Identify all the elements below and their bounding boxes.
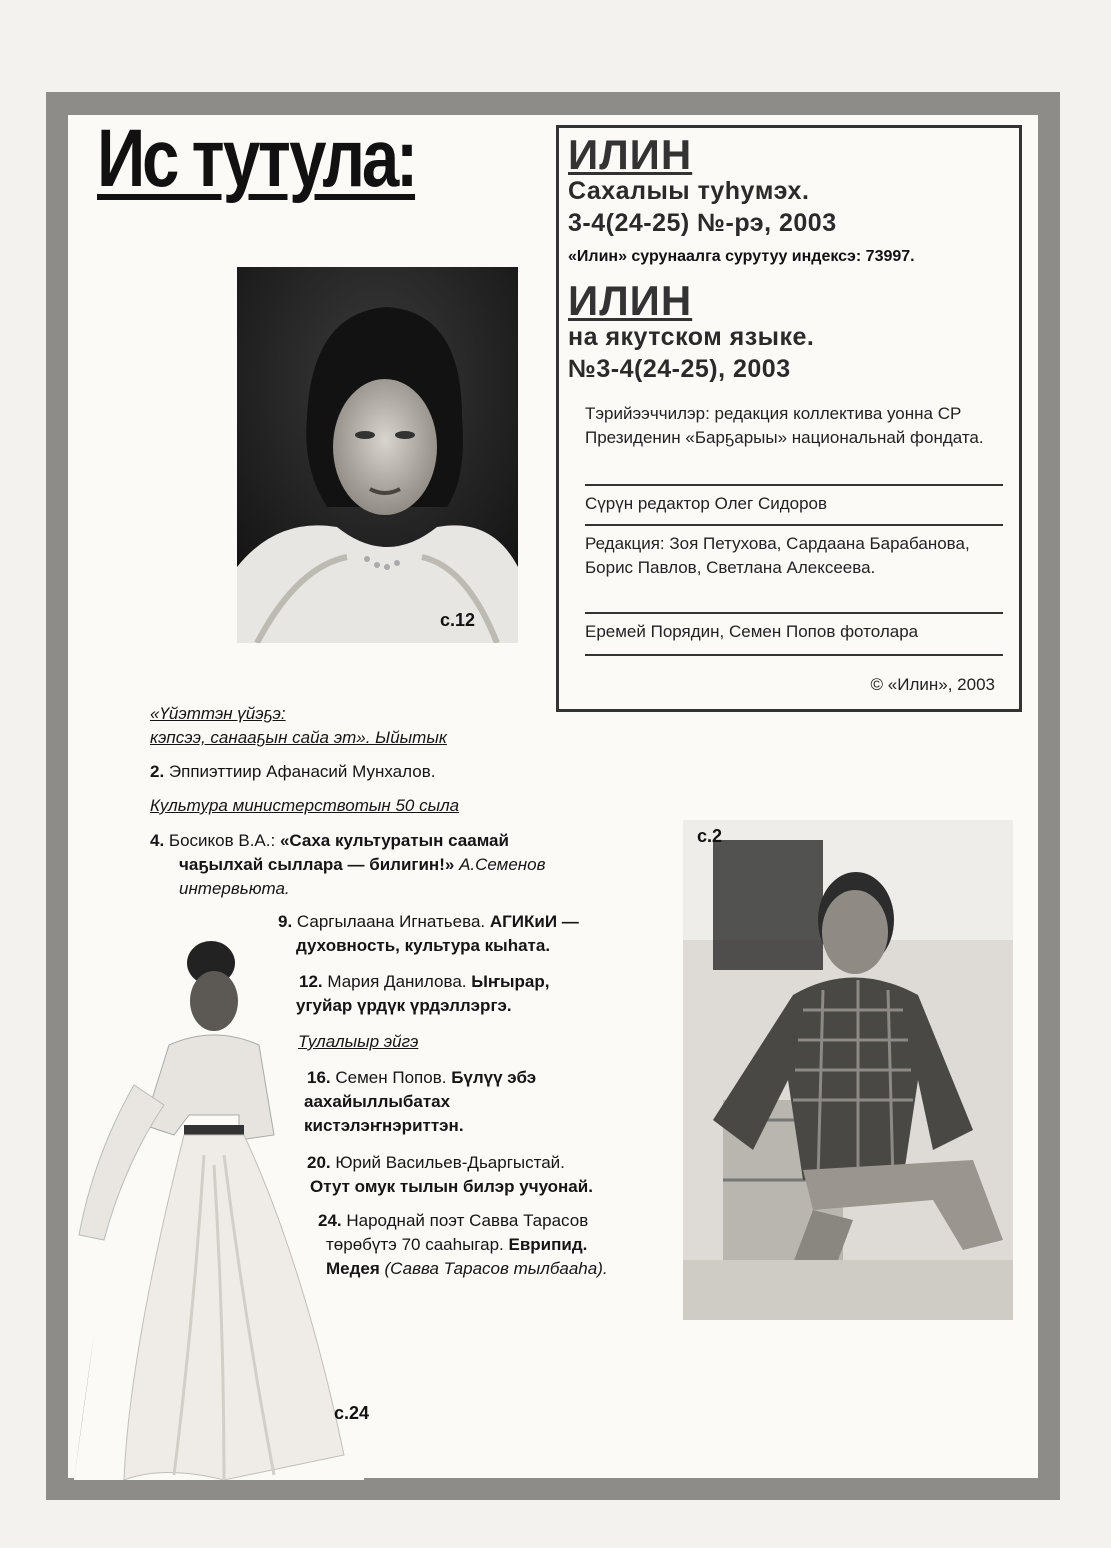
toc-entry-4-line3 (179, 877, 290, 901)
toc-section-culture-ministry: Культура министерствотын 50 сыла (150, 796, 460, 815)
toc-entry-author: Юрий Васильев-Дьаргыстай. (335, 1153, 565, 1172)
toc-entry-note: интервьюта. (179, 879, 290, 898)
toc-entry-12 (299, 970, 549, 994)
portrait-photo-woman (237, 267, 518, 643)
toc-entry-title: кистэлэҥнэриттэн. (304, 1116, 464, 1135)
editorial-staff-text: Редакция: Зоя Петухова, Сардаана Барабанова, Борис Павлов, Светлана Алексеева. (585, 534, 970, 577)
toc-entry-20-line2 (310, 1175, 593, 1199)
toc-entry-title: аахайыллыбатах (304, 1092, 451, 1111)
page-ref-man: с.2 (697, 826, 723, 846)
photographers-text: Еремей Порядин, Семен Попов фотолара (585, 622, 919, 641)
toc-entry-title: Бүлүү эбэ (451, 1068, 537, 1087)
toc-entry-text: Эппиэттиир Афанасий Мунхалов. (168, 762, 436, 781)
toc-entry-title: Медея (326, 1259, 380, 1278)
toc-section-environment: Тулалыыр эйгэ (298, 1032, 419, 1051)
toc-entry-note: (Савва Тарасов тылбааhа). (384, 1259, 608, 1278)
subscription-index: «Илин» сурунаалга сурутуу индексэ: 73997. (568, 248, 915, 265)
toc-entry-title: «Саха культуратын саамай (279, 831, 509, 850)
toc-entry-9-line2 (296, 934, 550, 958)
toc-entry-9 (278, 910, 579, 934)
toc-page-number: 4. (150, 831, 165, 850)
toc-entry-16-line2 (304, 1090, 450, 1114)
toc-entry-text: төрөбүтэ 70 сааhыгар. (326, 1235, 504, 1254)
toc-page-number: 9. (278, 912, 293, 931)
issue-subtitle-russian-2: №3-4(24-25), 2003 (568, 355, 791, 383)
toc-entry-title: Еврипид. (508, 1235, 588, 1254)
divider (585, 612, 1003, 614)
toc-section-survey-1: «Үйэттэн үйэҕэ: (150, 704, 286, 723)
toc-page-number: 2. (150, 762, 165, 781)
toc-entry-12-line2 (296, 994, 512, 1018)
toc-page-number: 12. (299, 972, 323, 991)
magazine-name-sakha: ИЛИН (568, 131, 693, 178)
toc-entry-16 (307, 1066, 536, 1090)
toc-entry-24 (318, 1209, 588, 1233)
divider (585, 654, 1003, 656)
toc-entry-4 (150, 829, 509, 853)
toc-page-number: 24. (318, 1211, 342, 1230)
toc-entry-text: Народнай поэт Савва Тарасов (346, 1211, 589, 1230)
issue-subtitle-sakha-2: 3-4(24-25) №-рэ, 2003 (568, 209, 837, 237)
toc-section-survey-2: кэпсээ, санааҕын сайа эт». Ыйытык (150, 728, 447, 747)
issue-subtitle-sakha-1: Сахалыы тyhyмэх. (568, 177, 810, 205)
copyright-text: © «Илин», 2003 (870, 675, 995, 694)
toc-entry-title: угуйар үрдүк үрдэллэргэ. (296, 996, 512, 1015)
toc-entry-title: АГИКиИ — (489, 912, 579, 931)
masthead-box (556, 125, 1022, 712)
toc-entry-note: А.Семенов (459, 855, 546, 874)
toc-entry-24-line3 (326, 1257, 608, 1281)
page-ref-dancer: с.24 (334, 1403, 370, 1423)
divider (585, 524, 1003, 526)
magazine-name-russian: ИЛИН (568, 277, 693, 324)
divider (585, 484, 1003, 486)
founders-text: Тэрийээччилэр: редакция коллектива уонна СР Президенин «Барҕарыы» национальнай фондата. (585, 404, 984, 447)
toc-entry-24-line2 (326, 1233, 587, 1257)
toc-page-number: 16. (307, 1068, 331, 1087)
toc-entry-title: Ыҥырар, (471, 972, 550, 991)
portrait-photo-man (683, 820, 1013, 1320)
toc-entry-title: чаҕылхай сыллара — билигин!» (179, 855, 455, 874)
toc-entry-author: Саргылаана Игнатьева. (296, 912, 486, 931)
page-ref-woman: с.12 (440, 610, 476, 630)
page-title: Ис тутула: (97, 113, 416, 204)
toc-entry-2 (150, 760, 435, 784)
toc-entry-20 (307, 1151, 565, 1175)
toc-entry-16-line3 (304, 1114, 464, 1138)
toc-entry-title: духовность, культура кыhата. (296, 936, 551, 955)
issue-subtitle-russian-1: на якутском языке. (568, 323, 815, 351)
chief-editor-text: Сүрүн редактор Олег Сидоров (585, 494, 828, 513)
toc-entry-author: Семен Попов. (335, 1068, 447, 1087)
toc-entry-author: Мария Данилова. (327, 972, 467, 991)
toc-entry-4-line2 (179, 853, 545, 877)
toc-entry-author: Босиков В.А.: (168, 831, 276, 850)
toc-page-number: 20. (307, 1153, 331, 1172)
toc-entry-title: Отут омук тылын билэр учуонай. (310, 1177, 593, 1196)
